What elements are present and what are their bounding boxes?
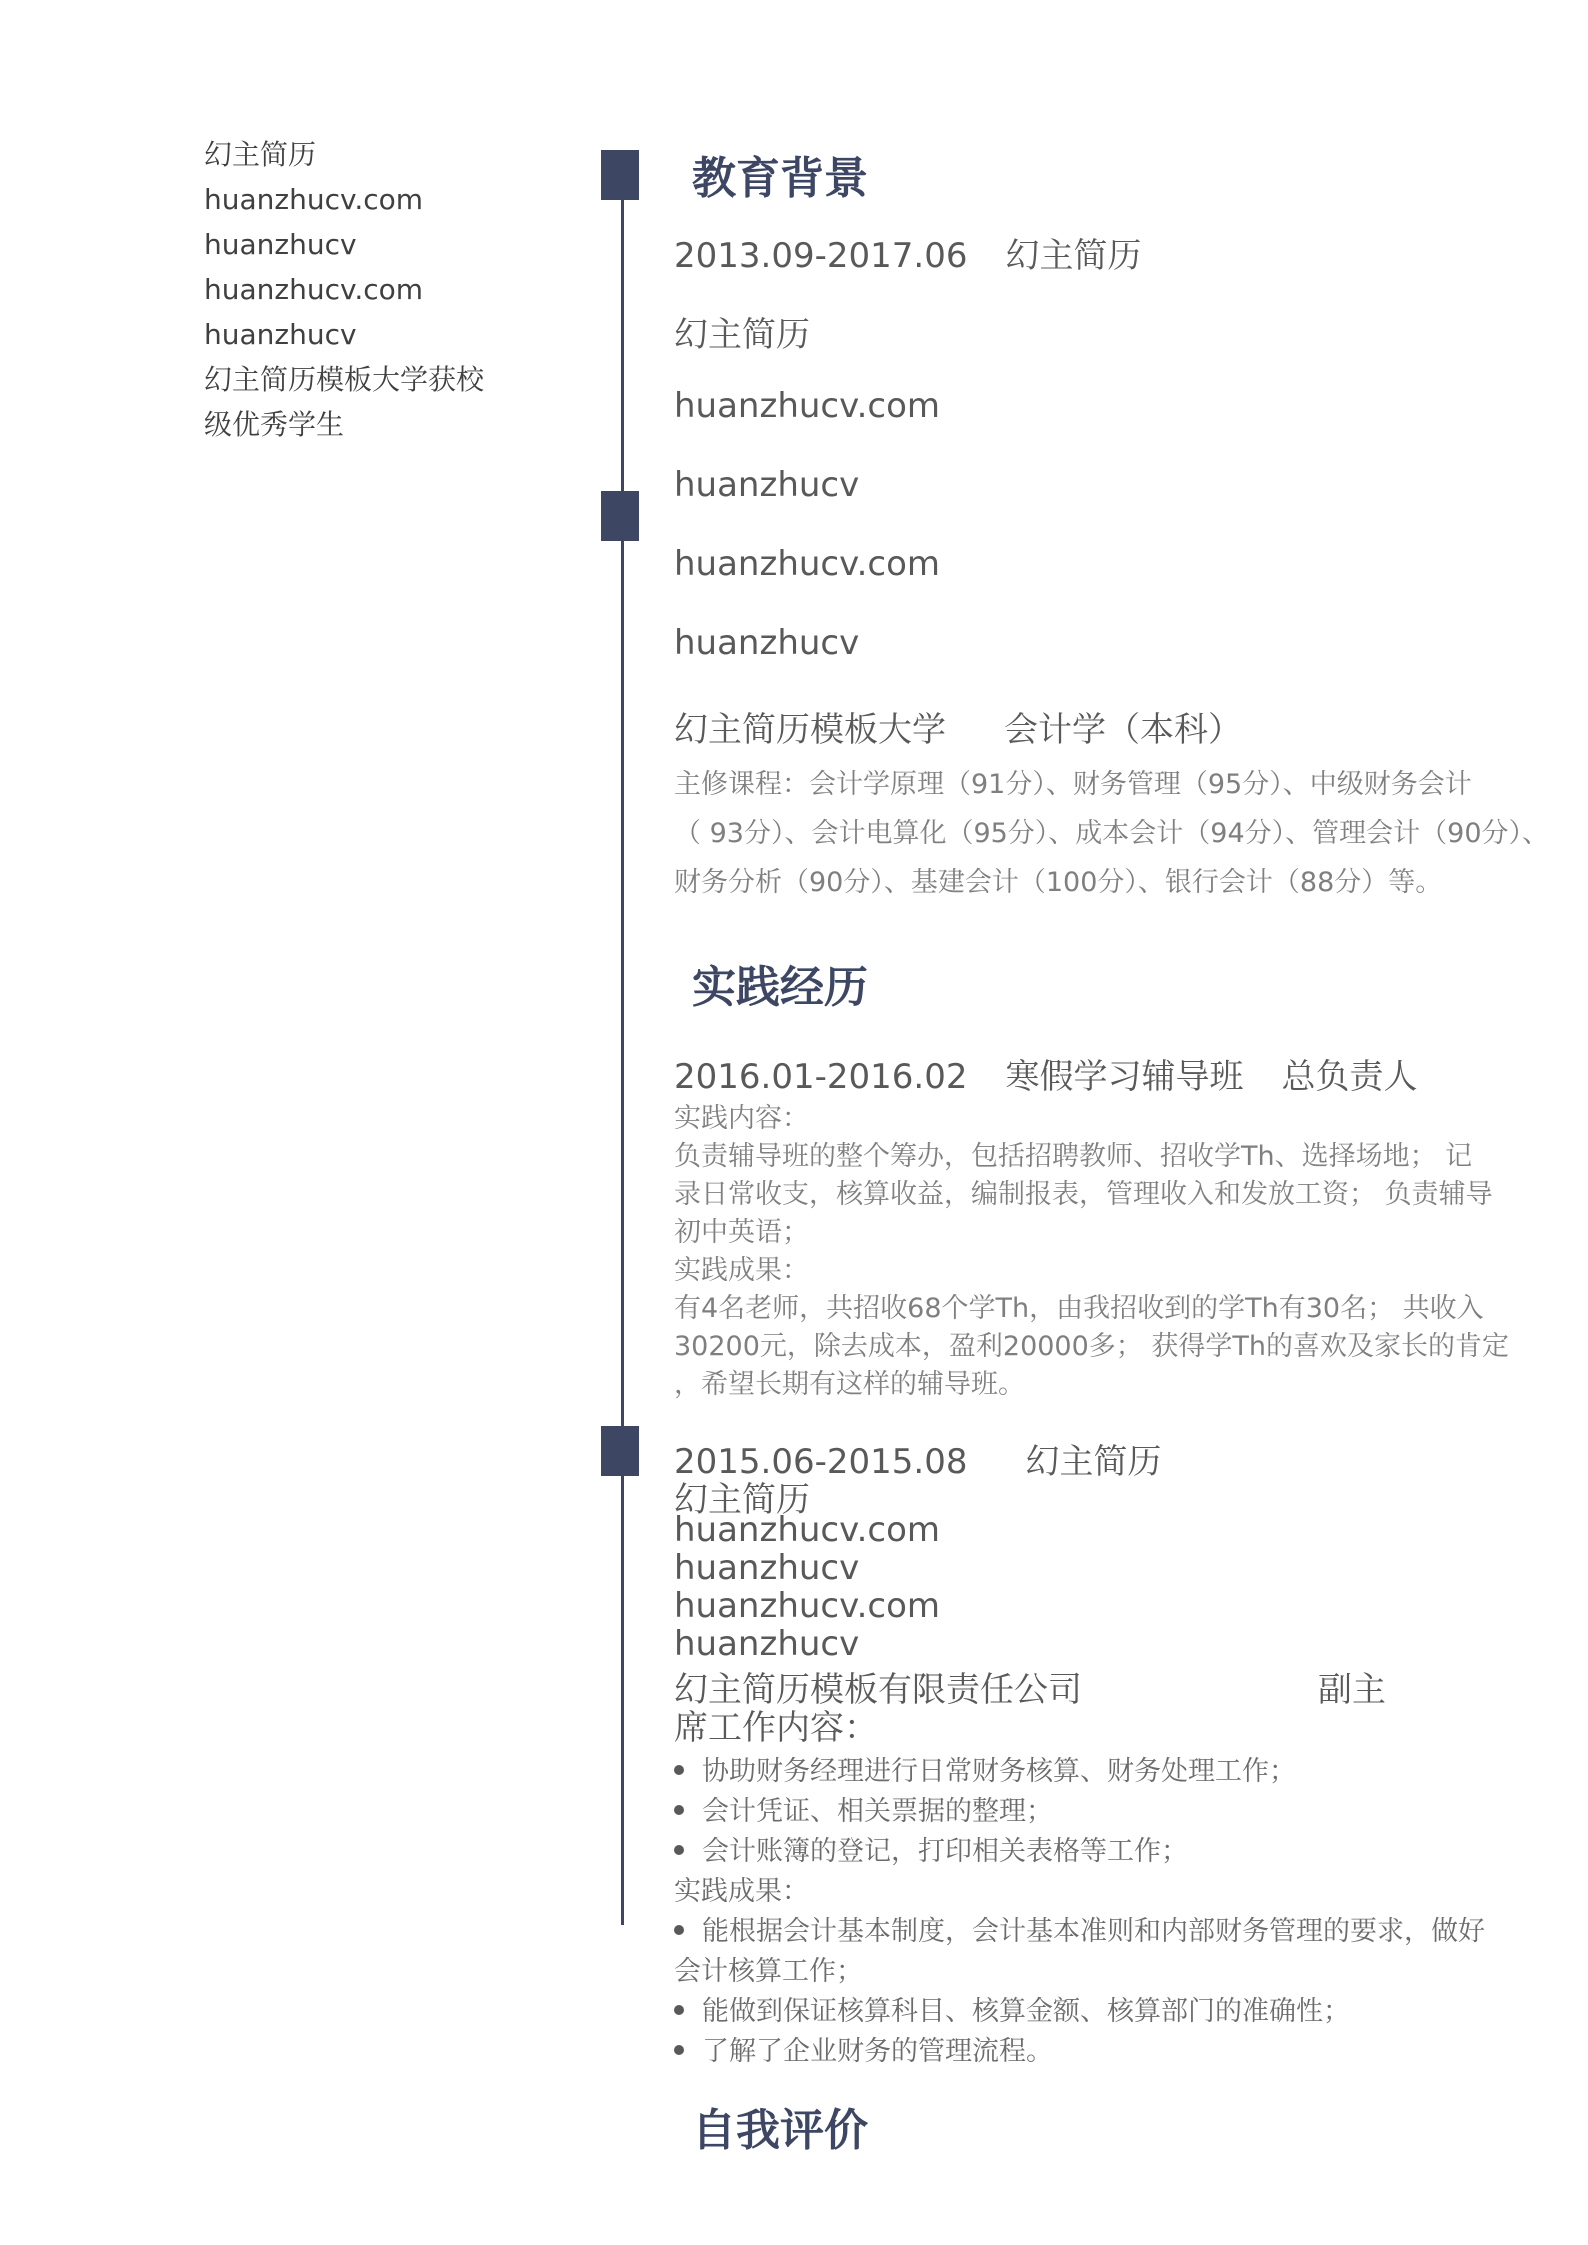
section-title-education: 教育背景 bbox=[692, 153, 868, 204]
education-courses bbox=[674, 760, 1550, 907]
education-period-name: 幻主简历 bbox=[1005, 236, 1142, 276]
left-info-line: huanzhucv bbox=[204, 318, 357, 351]
education-major: 会计学（本科） bbox=[1004, 710, 1242, 750]
work-items-list bbox=[674, 1752, 1504, 2072]
content-label: 实践内容： bbox=[674, 1103, 809, 1134]
practice-item2-company: 幻主简历模板有限责任公司 bbox=[674, 1670, 1082, 1710]
left-info-line: huanzhucv bbox=[204, 228, 357, 261]
bullet-icon bbox=[674, 1925, 684, 1935]
education-line: huanzhucv.com bbox=[674, 386, 941, 426]
education-line: huanzhucv bbox=[674, 623, 860, 663]
list-item: 了解了企业财务的管理流程。 bbox=[674, 2032, 1504, 2072]
left-info-line: 级优秀学生 bbox=[204, 408, 345, 441]
practice-item2-period: 2015.06-2015.08 bbox=[674, 1442, 968, 1482]
section-title-practice: 实践经历 bbox=[692, 962, 868, 1013]
practice-item1-org: 寒假学习辅导班 bbox=[1005, 1057, 1244, 1097]
education-period: 2013.09-2017.06 bbox=[674, 236, 968, 276]
practice-item1-body bbox=[674, 1100, 1509, 1404]
bullet-icon bbox=[674, 2005, 684, 2015]
education-line: 幻主简历 bbox=[674, 315, 810, 355]
result-line: ，希望长期有这样的辅导班。 bbox=[674, 1369, 1025, 1400]
left-info-line: huanzhucv.com bbox=[204, 273, 424, 306]
bullet-icon bbox=[674, 2045, 684, 2055]
practice-item2-line: huanzhucv bbox=[674, 1624, 860, 1664]
list-item: 能做到保证核算科目、核算金额、核算部门的准确性； bbox=[674, 1992, 1504, 2032]
list-item: 能根据会计基本制度，会计基本准则和内部财务管理的要求，做好 bbox=[674, 1912, 1504, 1952]
practice-item1-header bbox=[674, 1049, 1417, 1098]
content-line: 录日常收支，核算收益，编制报表，管理收入和发放工资； 负责辅导 bbox=[674, 1179, 1493, 1210]
practice-item1-role: 总负责人 bbox=[1281, 1057, 1418, 1097]
education-line: huanzhucv bbox=[674, 465, 860, 505]
left-info-line: 幻主简历模板大学获校 bbox=[204, 363, 485, 396]
list-item: 会计账簿的登记，打印相关表格等工作； bbox=[674, 1832, 1504, 1872]
content-line: 初中英语； bbox=[674, 1217, 809, 1248]
result-label: 实践成果： bbox=[674, 1255, 809, 1286]
list-item-continued: 会计核算工作； bbox=[674, 1956, 863, 1987]
timeline-marker bbox=[601, 150, 639, 200]
bullet-icon bbox=[674, 1805, 684, 1815]
practice-item2-line: 幻主简历 bbox=[674, 1480, 810, 1520]
result-label: 实践成果： bbox=[674, 1876, 809, 1907]
list-item: 会计凭证、相关票据的整理； bbox=[674, 1792, 1504, 1832]
list-item: 协助财务经理进行日常财务核算、财务处理工作； bbox=[674, 1752, 1504, 1792]
result-line: 30200元，除去成本，盈利20000多； 获得学Th的喜欢及家长的肯定 bbox=[674, 1331, 1509, 1362]
practice-item2-role: 副主 bbox=[1318, 1670, 1386, 1710]
timeline-marker bbox=[601, 491, 639, 541]
courses-line: 财务分析（90分）、基建会计（100分）、银行会计（88分）等。 bbox=[674, 867, 1443, 898]
bullet-icon bbox=[674, 1845, 684, 1855]
practice-item2-line: huanzhucv bbox=[674, 1548, 860, 1588]
education-school: 幻主简历模板大学 bbox=[674, 710, 946, 750]
practice-item2-line: huanzhucv.com bbox=[674, 1586, 941, 1626]
education-period-line bbox=[674, 228, 1141, 277]
practice-item2-line: huanzhucv.com bbox=[674, 1510, 941, 1550]
left-info-column bbox=[204, 132, 504, 447]
result-line: 有4名老师，共招收68个学Th，由我招收到的学Th有30名； 共收入 bbox=[674, 1293, 1484, 1324]
education-line: huanzhucv.com bbox=[674, 544, 941, 584]
timeline-marker bbox=[601, 1426, 639, 1476]
timeline-line bbox=[621, 190, 624, 1925]
left-info-line: huanzhucv.com bbox=[204, 183, 424, 216]
bullet-icon bbox=[674, 1765, 684, 1775]
education-school-line bbox=[674, 702, 1242, 751]
courses-line: 主修课程：会计学原理（91分）、财务管理（95分）、中级财务会计 bbox=[674, 769, 1472, 800]
practice-item2-role-rest: 席工作内容： bbox=[674, 1708, 878, 1748]
section-title-self-eval: 自我评价 bbox=[692, 2105, 868, 2156]
practice-item1-period: 2016.01-2016.02 bbox=[674, 1057, 968, 1097]
content-line: 负责辅导班的整个筹办，包括招聘教师、招收学Th、选择场地； 记 bbox=[674, 1141, 1473, 1172]
practice-item2-name: 幻主简历 bbox=[1025, 1442, 1162, 1482]
left-info-line: 幻主简历 bbox=[204, 138, 317, 171]
courses-line: （ 93分）、会计电算化（95分）、成本会计（94分）、管理会计（90分）、 bbox=[674, 818, 1550, 849]
